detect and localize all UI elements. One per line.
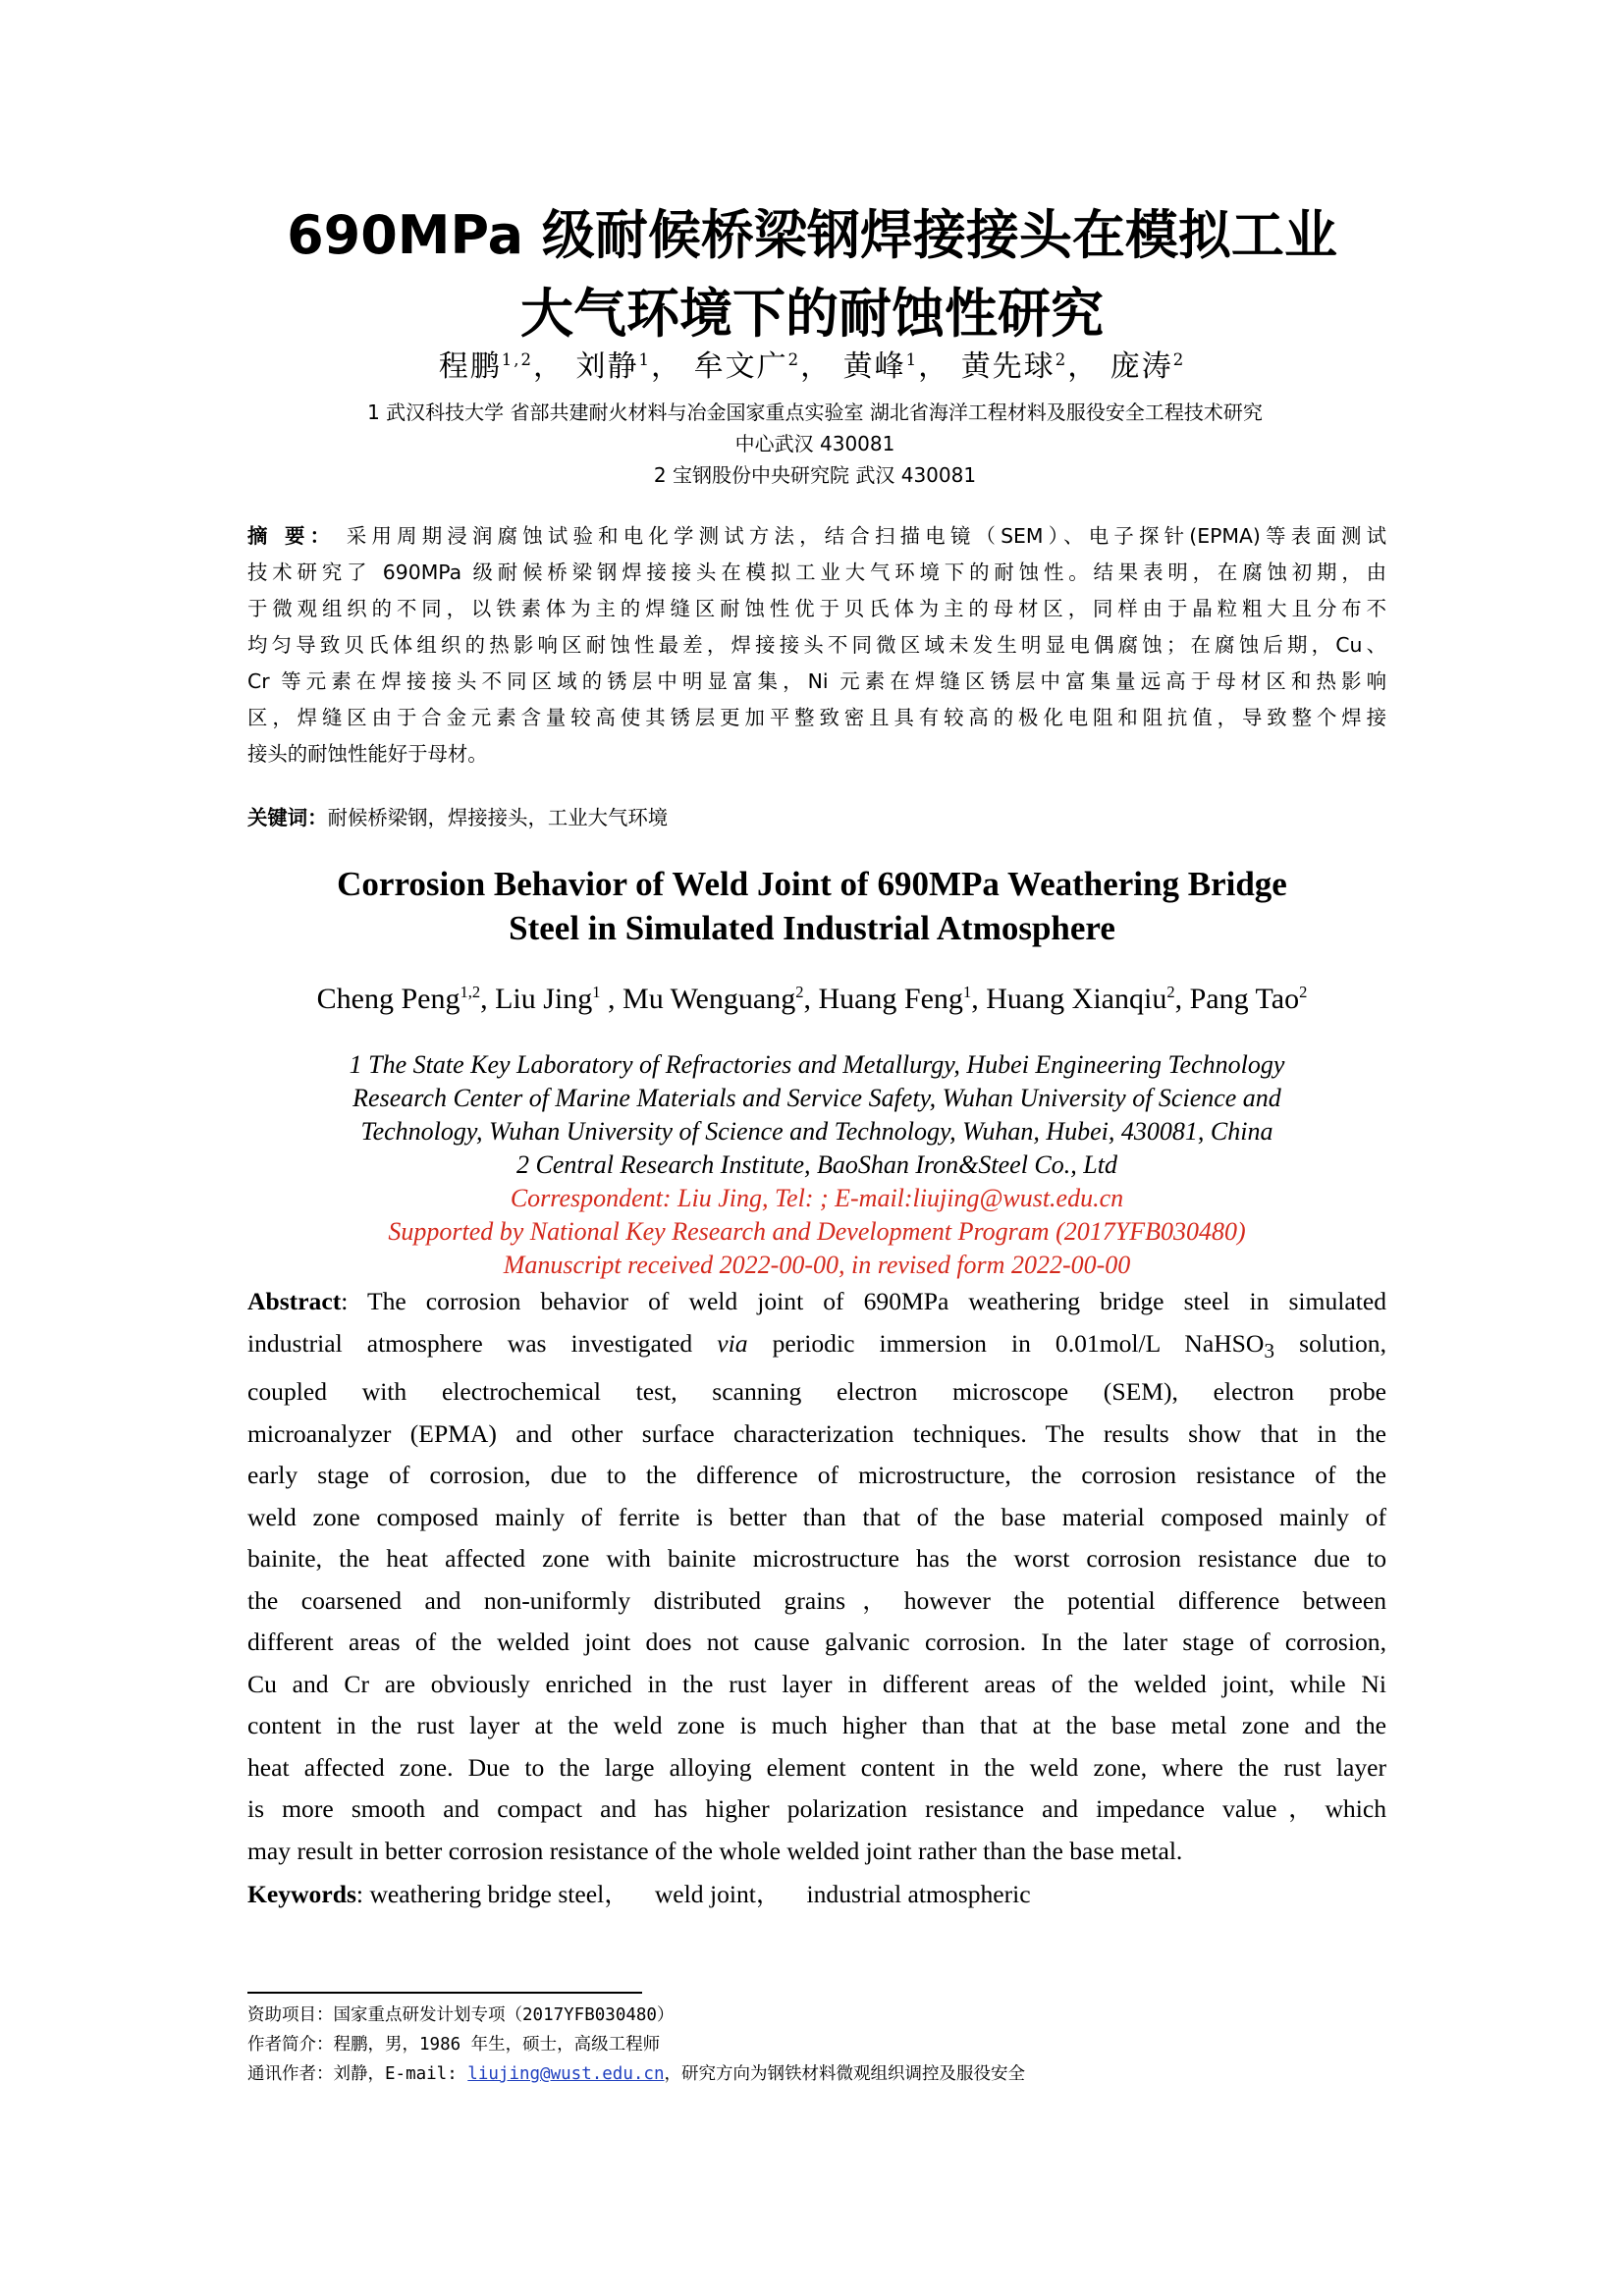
abstract-cn-line <box>247 518 1386 555</box>
email-link[interactable]: liujing@wust.edu.cn <box>467 2064 665 2084</box>
author-en-name: Liu Jing <box>495 983 593 1015</box>
footnote-funding: 资助项目：国家重点研发计划专项（2017YFB030480） <box>247 2005 675 2025</box>
author-en-affiliation-mark: 1 <box>592 983 601 1001</box>
abstract-en-line: content in the rust layer at the weld zone is much higher than that at the base metal zone and the <box>247 1711 1386 1740</box>
footnote-corr-suffix: ，研究方向为钢铁材料微观组织调控及服役安全 <box>664 2064 1025 2084</box>
abstract-cn-line: 技术研究了 690MPa 级耐候桥梁钢焊接接头在模拟工业大气环境下的耐蚀性。结果表明，在腐蚀初期，由 <box>247 561 1386 584</box>
english-affiliations <box>247 1048 1386 1282</box>
english-keywords <box>247 1875 1386 1914</box>
english-authors <box>0 980 1624 1019</box>
abstract-cn-label: 摘 要： <box>247 524 336 548</box>
affiliation-cn-line: 2 宝钢股份中央研究院 武汉 430081 <box>653 463 977 487</box>
correspondent-line: Correspondent: Liu Jing, Tel: ; E-mail:liujing@wust.edu.cn <box>510 1184 1124 1212</box>
author-cn-affiliation-mark: 1 <box>638 350 652 369</box>
affiliation-en-line: Research Center of Marine Materials and Service Safety, Wuhan University of Science and <box>352 1084 1281 1112</box>
author-en-name: Huang Feng <box>818 983 963 1015</box>
abstract-en-line: early stage of corrosion, due to the difference of microstructure, the corrosion resistance of the <box>247 1461 1386 1490</box>
abstract-cn-line: 均匀导致贝氏体组织的热影响区耐蚀性最差，焊接接头不同微区域未发生明显电偶腐蚀；在腐蚀后期，Cu、 <box>247 633 1386 657</box>
abstract-en-label: Abstract <box>247 1287 342 1315</box>
author-en-separator: , <box>600 983 623 1015</box>
footnote-author-bio: 作者简介：程鹏，男，1986 年生，硕士，高级工程师 <box>247 2035 661 2055</box>
footnote-corr-prefix: 通讯作者：刘静，E-mail: <box>247 2064 468 2084</box>
abstract-cn-line: 接头的耐蚀性能好于母材。 <box>247 742 488 766</box>
chinese-title <box>196 196 1428 353</box>
english-abstract <box>247 1281 1386 1872</box>
abstract-en-line: is more smooth and compact and has higher polarization resistance and impedance value，which <box>247 1794 1386 1824</box>
abstract-en-line <box>247 1323 1386 1372</box>
abstract-cn-line: 于微观组织的不同，以铁素体为主的焊缝区耐蚀性优于贝氏体为主的母材区，同样由于晶粒粗大且分布不 <box>247 597 1386 620</box>
keyword-item: weld joint， <box>654 1880 782 1908</box>
author-en-name: Pang Tao <box>1189 983 1300 1015</box>
author-en-affiliation-mark: 1,2 <box>460 983 481 1001</box>
author-cn-name: 刘静 <box>575 349 639 384</box>
abstract-en-line: coupled with electrochemical test, scanning electron microscope (SEM), electron probe <box>247 1377 1386 1407</box>
keywords-cn-label: 关键词： <box>247 806 328 829</box>
affiliation-en-line: 1 The State Key Laboratory of Refractories and Metallurgy, Hubei Engineering Technology <box>349 1050 1285 1079</box>
chinese-authors: 程鹏$^{1,2}$， 刘静$^1$， 牟文广$^2$， 黄峰$^1$， 黄先球$^2$， 庞涛$^2$ <box>438 349 1186 384</box>
abstract-cn-text: 采用周期浸润腐蚀试验和电化学测试方法，结合扫描电镜（SEM）、电子探针(EPMA)等表面测试 <box>346 524 1386 548</box>
author-cn-name: 牟文广 <box>693 349 788 384</box>
english-title-line-1: Corrosion Behavior of Weld Joint of 690MPa Weathering Bridge <box>337 865 1287 903</box>
chinese-title-line-1: 690MPa 级耐候桥梁钢焊接接头在模拟工业 <box>287 204 1337 266</box>
abstract-en-line: different areas of the welded joint does not cause galvanic corrosion. In the later stage of corrosion, <box>247 1628 1386 1657</box>
chinese-abstract <box>247 518 1386 773</box>
abstract-en-italic: via <box>717 1328 748 1358</box>
author-cn-affiliation-mark: 1,2 <box>501 350 533 369</box>
footnote-correspondence <box>247 2059 1386 2089</box>
english-title <box>196 862 1428 950</box>
author-en-affiliation-mark: 1 <box>962 983 972 1001</box>
keywords-cn-text: 耐候桥梁钢，焊接接头，工业大气环境 <box>327 806 669 829</box>
abstract-en-line: microanalyzer (EPMA) and other surface characterization techniques. The results show that in the <box>247 1418 1386 1448</box>
author-cn-name: 庞涛 <box>1110 349 1173 384</box>
abstract-en-line: bainite, the heat affected zone with bainite microstructure has the worst corrosion resistance due to <box>247 1544 1386 1574</box>
affiliation-en-line: Technology, Wuhan University of Science and Technology, Wuhan, Hubei, 430081, China <box>360 1117 1273 1146</box>
author-en-separator: , <box>803 983 819 1015</box>
chinese-title-line-2: 大气环境下的耐蚀性研究 <box>520 283 1104 345</box>
abstract-en-line: weld zone composed mainly of ferrite is better than that of the base material composed mainly of <box>247 1502 1386 1531</box>
chinese-keywords <box>247 800 1386 835</box>
author-cn-affiliation-mark: 2 <box>1172 350 1186 369</box>
author-cn-name: 黄先球 <box>960 349 1056 384</box>
author-en-separator: , <box>971 983 987 1015</box>
abstract-cn-line: Cr 等元素在焊接接头不同区域的锈层中明显富集，Ni 元素在焊缝区锈层中富集量远高于母材区和热影响 <box>247 669 1386 693</box>
footnote-divider <box>247 1992 642 1994</box>
author-cn-name: 程鹏 <box>438 349 502 384</box>
funding-line: Supported by National Key Research and Development Program (2017YFB030480) <box>388 1217 1246 1246</box>
author-en-name: Huang Xianqiu <box>986 983 1167 1015</box>
abstract-en-subscript: 3 <box>1264 1338 1275 1362</box>
affiliation-cn-line: 1 武汉科技大学 省部共建耐火材料与冶金国家重点实验室 湖北省海洋工程材料及服役安全工程技术研究 <box>367 400 1263 424</box>
keywords-en-label: Keywords <box>247 1880 356 1908</box>
keyword-item: weathering bridge steel， <box>369 1880 629 1908</box>
author-en-affiliation-mark: 2 <box>1166 983 1175 1001</box>
author-cn-affiliation-mark: 1 <box>905 350 919 369</box>
author-en-separator: , <box>1174 983 1190 1015</box>
affiliation-en-line: 2 Central Research Institute, BaoShan Iron&Steel Co., Ltd <box>516 1150 1117 1179</box>
author-cn-affiliation-mark: 2 <box>1055 350 1068 369</box>
abstract-en-line: the coarsened and non-uniformly distributed grains，however the potential difference between <box>247 1585 1386 1615</box>
abstract-en-text: periodic immersion in 0.01mol/L NaHSO <box>747 1328 1265 1358</box>
author-en-name: Cheng Peng <box>316 983 460 1015</box>
abstract-en-line: may result in better corrosion resistance of the whole welded joint rather than the base metal. <box>247 1836 1183 1865</box>
author-en-separator: , <box>480 983 496 1015</box>
keywords-en-colon: : <box>355 1880 364 1908</box>
abstract-en-text: : The corrosion behavior of weld joint of 690MPa weathering bridge steel in simulated <box>341 1287 1386 1315</box>
chinese-affiliations <box>245 397 1384 491</box>
author-en-affiliation-mark: 2 <box>1299 983 1308 1001</box>
author-en-name: Mu Wenguang <box>623 983 796 1015</box>
author-en-affiliation-mark: 2 <box>795 983 804 1001</box>
manuscript-received-line: Manuscript received 2022-00-00, in revised form 2022-00-00 <box>503 1251 1131 1279</box>
english-title-line-2: Steel in Simulated Industrial Atmosphere <box>509 909 1115 947</box>
abstract-cn-line: 区，焊缝区由于合金元素含量较高使其锈层更加平整致密且具有较高的极化电阻和阻抗值，导致整个焊接 <box>247 706 1386 729</box>
abstract-en-line <box>247 1281 1386 1323</box>
abstract-en-line: Cu and Cr are obviously enriched in the rust layer in different areas of the welded joint, while Ni <box>247 1669 1386 1698</box>
affiliation-cn-line: 中心武汉 430081 <box>734 432 895 455</box>
keyword-item: industrial atmospheric <box>806 1880 1031 1908</box>
abstract-en-text: solution, <box>1274 1328 1386 1358</box>
abstract-en-text: industrial atmosphere was investigated <box>247 1328 718 1358</box>
footnotes <box>247 2001 1386 2089</box>
author-cn-name: 黄峰 <box>842 349 906 384</box>
abstract-en-line: heat affected zone. Due to the large alloying element content in the weld zone, where the rust layer <box>247 1752 1386 1782</box>
author-cn-affiliation-mark: 2 <box>787 350 801 369</box>
